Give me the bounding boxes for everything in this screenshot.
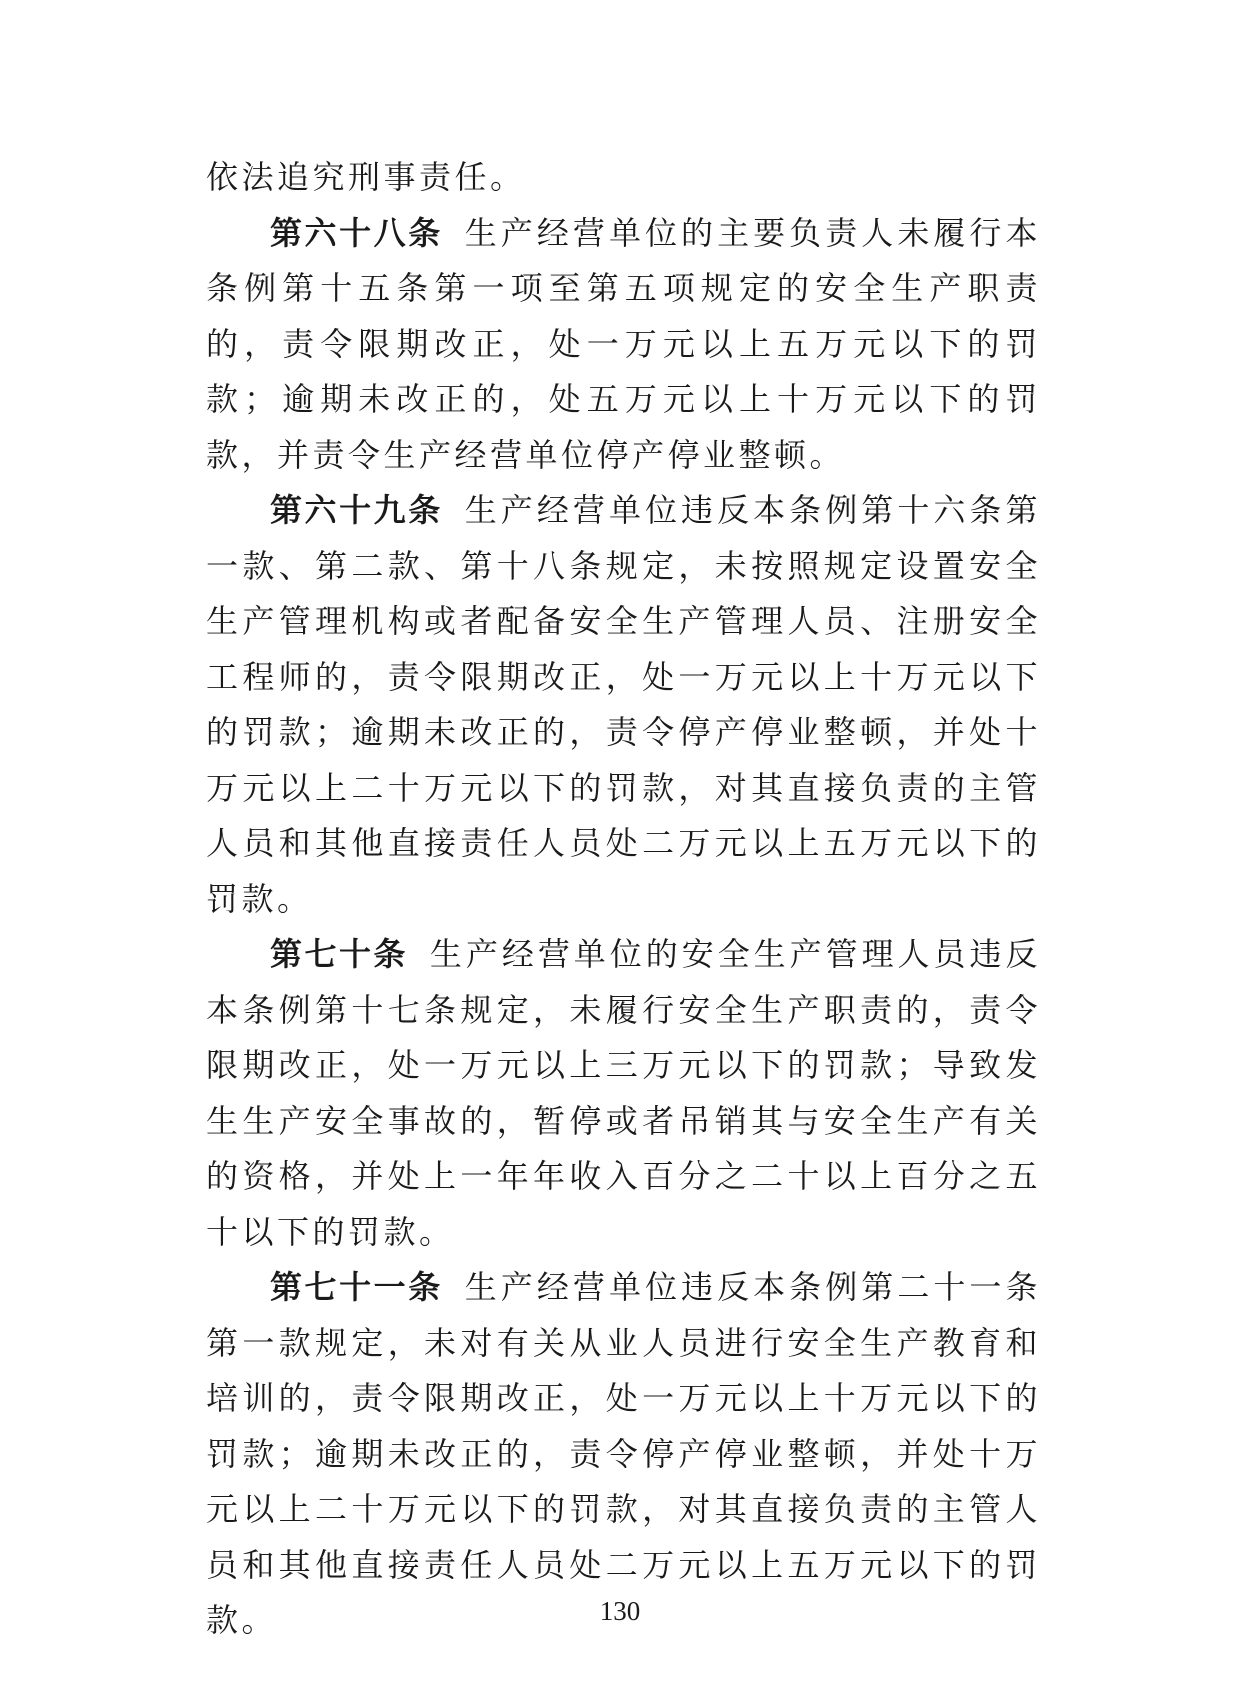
article-text: 生产经营单位的安全生产管理人员违反本条例第十七条规定，未履行安全生产职责的，责令限期改正，处一万元以上三万元以下的罚款；导致发生生产安全事故的，暂停或者吊销其与安全生产有关的资格，并处上一年年收入百分之二十以上百分之五十以下的罚款。 [206, 935, 1041, 1251]
document-body [206, 150, 1041, 1649]
article-69 [206, 483, 1041, 927]
article-number: 第七十条 [270, 935, 408, 973]
article-71 [206, 1260, 1041, 1649]
article-text: 生产经营单位违反本条例第十六条第一款、第二款、第十八条规定，未按照规定设置安全生产管理机构或者配备安全生产管理人员、注册安全工程师的，责令限期改正，处一万元以上十万元以下的罚款；逾期未改正的，责令停产停业整顿，并处十万元以上二十万元以下的罚款，对其直接负责的主管人员和其他直接责任人员处二万元以上五万元以下的罚款。 [206, 491, 1041, 918]
article-number: 第七十一条 [270, 1268, 443, 1306]
continuation-paragraph: 依法追究刑事责任。 [206, 158, 526, 196]
article-number: 第六十八条 [270, 213, 443, 252]
article-70 [206, 927, 1041, 1260]
article-number: 第六十九条 [270, 491, 443, 529]
article-text: 生产经营单位的主要负责人未履行本条例第十五条第一项至第五项规定的安全生产职责的，责令限期改正，处一万元以上五万元以下的罚款；逾期未改正的，处五万元以上十万元以下的罚款，并责令生产经营单位停产停业整顿。 [206, 213, 1041, 474]
page-number: 130 [599, 1596, 641, 1626]
article-68 [206, 206, 1041, 484]
article-text: 生产经营单位违反本条例第二十一条第一款规定，未对有关从业人员进行安全生产教育和培训的，责令限期改正，处一万元以上十万元以下的罚款；逾期未改正的，责令停产停业整顿，并处十万元以上二十万元以下的罚款，对其直接负责的主管人员和其他直接责任人员处二万元以上五万元以下的罚款。 [206, 1268, 1041, 1639]
